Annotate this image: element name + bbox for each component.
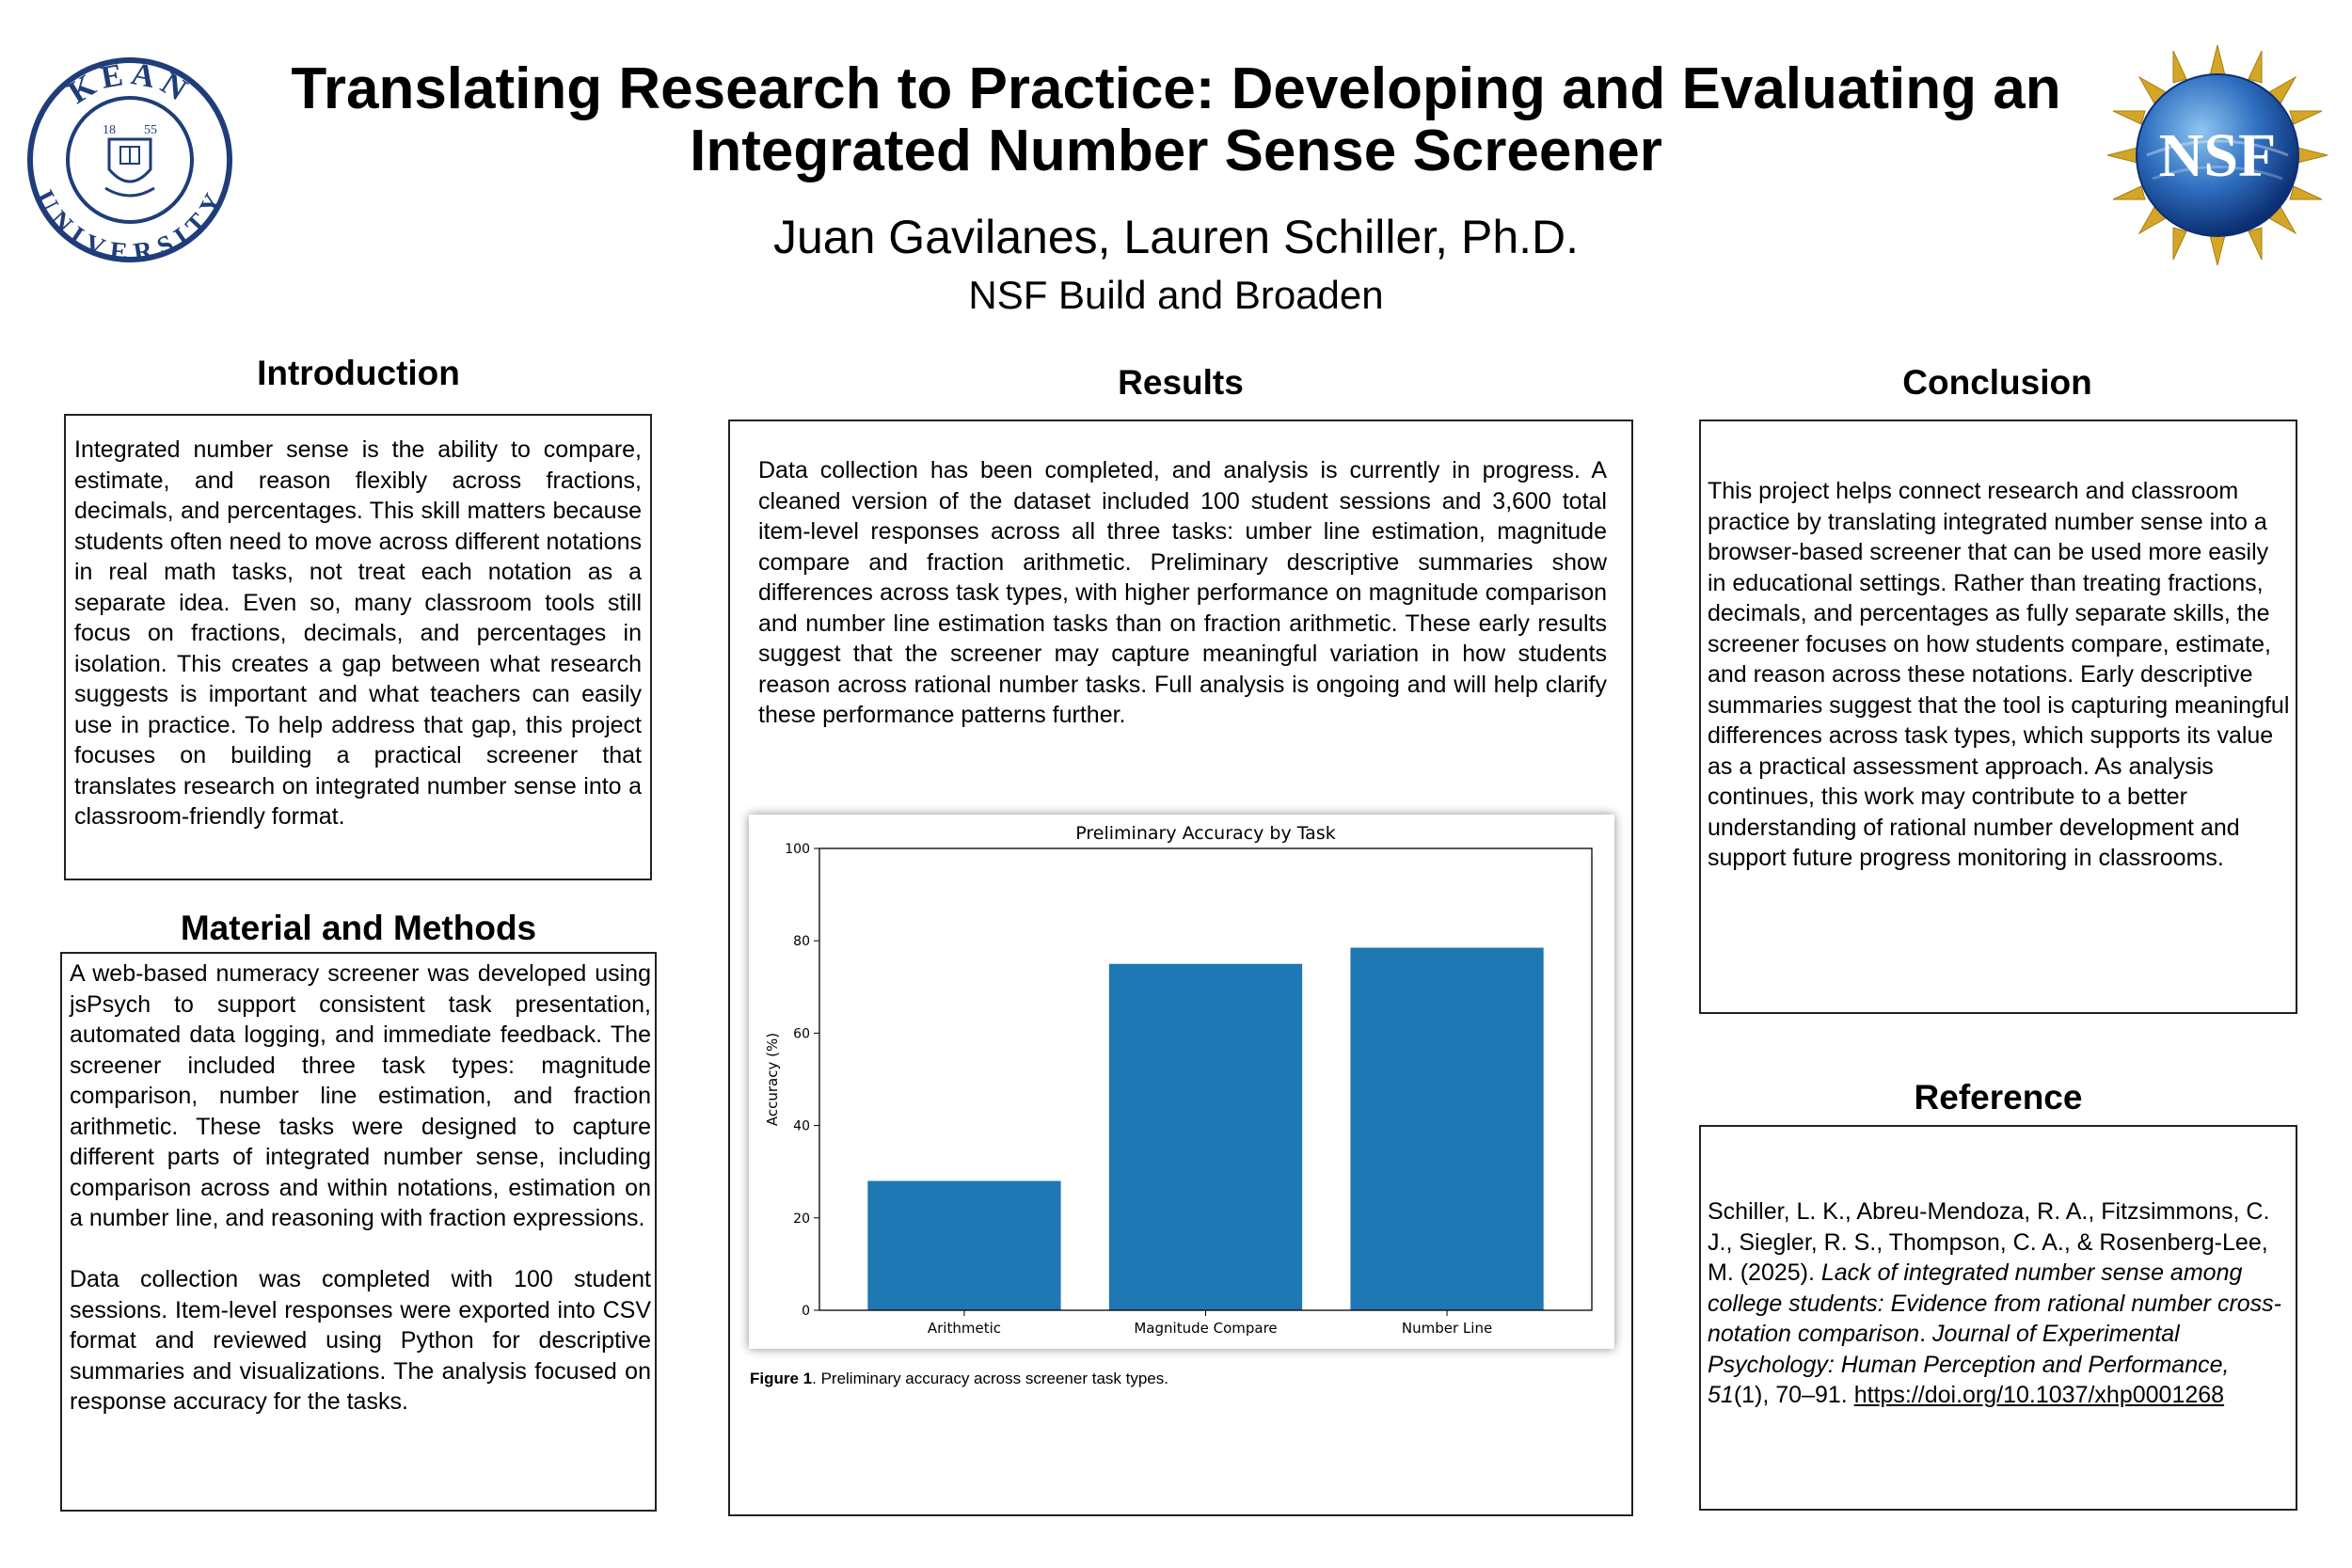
results-heading: Results — [1118, 363, 1244, 402]
results-text: Data collection has been completed, and analysis is currently in progress. A cleaned version of the dataset included 100 student sessions and 3,600 total item-level responses across all three tasks: umber line estimation, magnitude compare and fraction arithmetic. Preliminary descriptive summaries show differences across task types, with higher performance on magnitude comparison and number line estimation tasks than on fraction arithmetic. These early results suggest that the screener may capture meaningful variation in how students reason across rational number tasks. Full analysis is ongoing and will help clarify these performance patterns further. — [758, 457, 1607, 728]
figure-1 — [749, 815, 1614, 1349]
poster-title — [226, 58, 2126, 182]
svg-text:KEAN — [62, 56, 198, 111]
reference-heading: Reference — [1914, 1078, 2083, 1117]
methods-paragraph-1: A web-based numeracy screener was developed using jsPsych to support consistent task presentation, automated data logging, and immediate feedback. The screener included three task types: magnitude comparison, number line estimation, and fraction arithmetic. These tasks were designed to capture different parts of integrated number sense, including comparison across and within notations, estimation on a number line, and reasoning with fraction expressions. — [70, 960, 651, 1231]
chart-title: Preliminary Accuracy by Task — [1075, 823, 1336, 844]
x-tick-label: Number Line — [1401, 1320, 1493, 1337]
y-tick-label: 100 — [785, 842, 810, 857]
nsf-logo — [2100, 38, 2335, 273]
accuracy-bar-chart — [749, 815, 1614, 1349]
reference-article-title: Lack of integrated number sense among college students: Evidence from rational number cross-notation comparison — [1708, 1259, 2282, 1347]
y-tick-label: 60 — [793, 1026, 810, 1042]
conclusion-text: This project helps connect research and classroom practice by translating integrated number sense into a browser-based screener that can be used more easily in educational settings. Rather than treating fractions, decimals, and percentages as fully separate skills, the screener focuses on how students compare, estimate, and reason across these notations. Early descriptive summaries suggest that the tool is capturing meaningful differences across task types, which supports its value as a practical assessment approach. As analysis continues, this work may contribute to a better understanding of rational number development and support future progress monitoring in classrooms. — [1708, 478, 2290, 871]
svg-text:55: 55 — [144, 123, 157, 137]
bar-number-line — [1350, 948, 1543, 1310]
figure-caption-text: . Preliminary accuracy across screener task types. — [812, 1370, 1168, 1387]
title-line-1: Translating Research to Practice: Developing and Evaluating an — [291, 56, 2061, 121]
nsf-logo-text: NSF — [2158, 121, 2277, 190]
methods-text — [70, 958, 651, 1418]
y-tick-label: 20 — [793, 1211, 810, 1227]
y-tick-label: 40 — [793, 1118, 810, 1134]
reference-box — [1699, 1125, 2297, 1511]
svg-text:UNIVERSITY — [29, 186, 230, 263]
y-tick-label: 80 — [793, 934, 810, 950]
introduction-heading: Introduction — [257, 354, 460, 392]
x-tick-label: Magnitude Compare — [1134, 1320, 1278, 1337]
x-tick-label: Arithmetic — [927, 1320, 1001, 1337]
reference-journal: Journal of Experimental Psychology: Human Perception and Performance, 51 — [1708, 1321, 2230, 1408]
methods-paragraph-2: Data collection was completed with 100 student sessions. Item-level responses were exported into CSV format and reviewed using Python for descriptive summaries and visualizations. The analysis focused on response accuracy for the tasks. — [70, 1266, 651, 1415]
reference-issue-pages: (1), 70–91. — [1733, 1382, 1848, 1408]
bar-magnitude-compare — [1109, 964, 1302, 1310]
figure-label: Figure 1 — [750, 1370, 813, 1387]
title-line-2: Integrated Number Sense Screener — [690, 119, 1662, 183]
conclusion-heading: Conclusion — [1902, 363, 2092, 402]
reference-entry: Schiller, L. K., Abreu-Mendoza, R. A., Fitzsimmons, C. J., Siegler, R. S., Thompson, C. A., & Rosenberg-Lee, M. (2025). Lack of integrated number sense among college students: Evidence from rational number cross-notation comparison. Journal of Experimental Psychology: Human Perception and Performance, 51(1), 70–91. https://doi.org/10.1037/xhp0001268 — [1708, 1198, 2282, 1408]
logo-top-text: KEAN — [62, 56, 199, 111]
methods-heading: Material and Methods — [180, 909, 537, 947]
y-tick-label: 0 — [802, 1304, 810, 1319]
svg-text:18: 18 — [103, 123, 116, 137]
bar-arithmetic — [867, 1181, 1060, 1310]
affiliation: NSF Build and Broaden — [968, 273, 1384, 317]
introduction-text: Integrated number sense is the ability to compare, estimate, and reason flexibly across fractions, decimals, and percentages. This skill matters because students often need to move across different notations in real math tasks, not treat each notation as a separate idea. Even so, many classroom tools still focus on fractions, decimals, and percentages in isolation. This creates a gap between what research suggests is important and what teachers can easily use in practice. To help address that gap, this project focuses on building a practical screener that translates research on integrated number sense into a classroom-friendly format. — [74, 436, 642, 830]
reference-doi-link[interactable]: https://doi.org/10.1037/xhp0001268 — [1853, 1382, 2225, 1408]
chart-y-axis-label: Accuracy (%) — [764, 1032, 781, 1127]
introduction-box — [64, 414, 652, 880]
logo-bottom-text: UNIVERSITY — [29, 185, 230, 263]
figure-1-caption — [750, 1370, 1615, 1388]
authors: Juan Gavilanes, Lauren Schiller, Ph.D. — [772, 211, 1580, 263]
kean-university-logo — [26, 56, 233, 263]
methods-box — [60, 952, 657, 1512]
conclusion-box — [1699, 420, 2297, 1014]
reference-authors: Schiller, L. K., Abreu-Mendoza, R. A., Fitzsimmons, C. J., Siegler, R. S., Thompson, C. A., & Rosenberg-Lee, M. (2025). — [1708, 1198, 2270, 1286]
